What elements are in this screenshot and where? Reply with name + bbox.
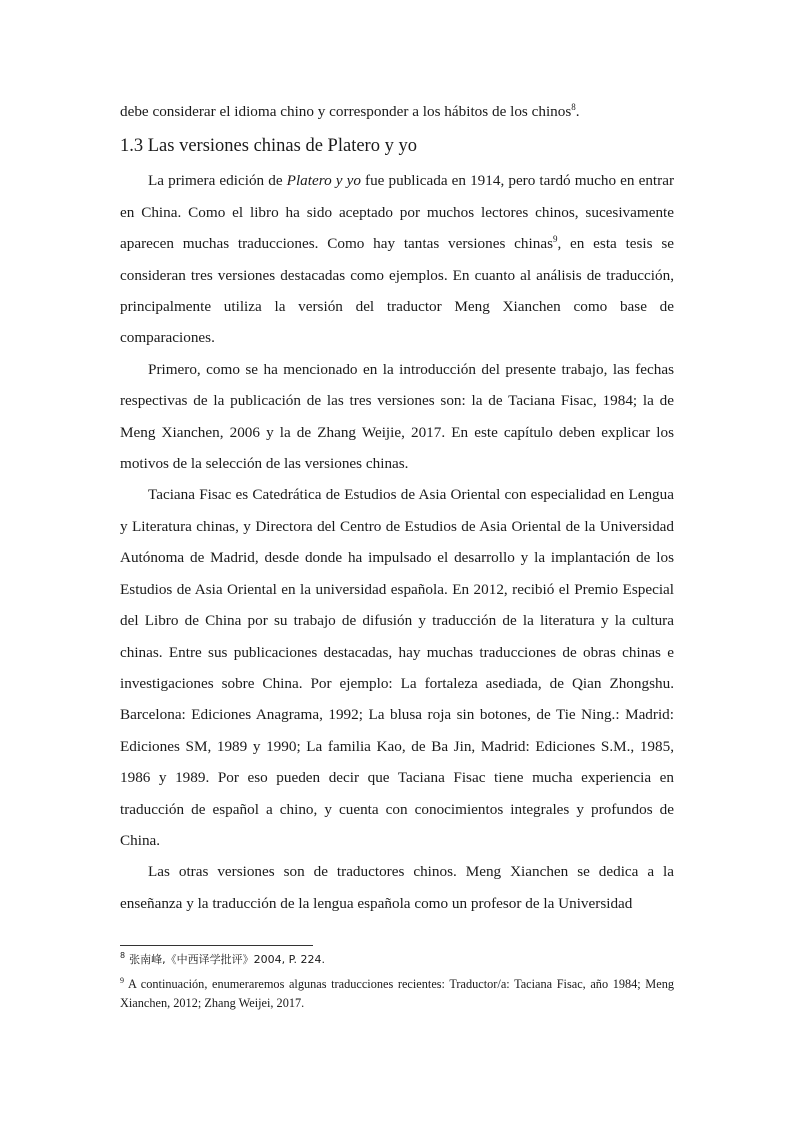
continuation-line	[120, 96, 674, 127]
paragraph-2: Primero, como se ha mencionado en la introducción del presente trabajo, las fechas respectivas de la publicación de las tres versiones son: la de Taciana Fisac, 1984; la de Meng Xianchen, 2006 y la de Zhang Weijie, 2017. En este capítulo deben explicar los motivos de la selección de las versiones chinas.	[120, 360, 674, 473]
footnote-ref-9[interactable]: 9	[552, 234, 558, 245]
section-heading: 1.3 Las versiones chinas de Platero y yo	[120, 136, 417, 157]
footnotes	[120, 950, 674, 1013]
continuation-text: debe considerar el idioma chino y corresponder a los hábitos de los chinos	[120, 103, 572, 120]
book-title: Platero y yo	[286, 172, 361, 190]
footnote-9	[120, 975, 674, 1013]
footnote-text: 张南峰,《中西译学批评》2004, P. 224.	[129, 953, 325, 966]
paragraph-3: Taciana Fisac es Catedrática de Estudios de Asia Oriental con especialidad en Lengua y Literatura chinas, y Directora del Centro de Estudios de Asia Oriental de la Universidad Autónoma de Madrid, desde donde ha impulsado el desarrollo y la implantación de los Estudios de Asia Oriental en la universidad española. En 2012, recibió el Premio Especial del Libro de China por su trabajo de difusión y traducción de la literatura y la cultura chinas. Entre sus publicaciones destacadas, hay muchas traducciones de obras chinas e investigaciones sobre China. Por ejemplo: La fortaleza asediada, de Qian Zhongshu. Barcelona: Ediciones Anagrama, 1992; La blusa roja sin botones, de Tie Ning.: Madrid: Ediciones SM, 1989 y 1990; La familia Kao, de Ba Jin, Madrid: Ediciones S.M., 1985, 1986 y 1989. Por eso pueden decir que Taciana Fisac tiene mucha experiencia en traducción de español a chino, y cuenta con conocimientos integrales y profundos de China.	[120, 486, 674, 849]
paragraph-4: Las otras versiones son de traductores chinos. Meng Xianchen se dedica a la enseñanza y la traducción de la lengua española como un profesor de la Universidad	[120, 863, 674, 912]
footnote-ref-8[interactable]: 8	[571, 101, 576, 112]
footnote-number: 8	[120, 951, 126, 961]
p1-part-b: fue publicada en 1914, pero tardó mucho en entrar en China. Como el libro ha sido aceptado por muchos lectores chinos, sucesivamente aparecen muchas traducciones. Como hay tantas versiones chinas	[120, 172, 674, 253]
footnote-number: 9	[120, 975, 124, 985]
footnote-text: A continuación, enumeraremos algunas traducciones recientes: Traductor/a: Taciana Fisac, año 1984; Meng Xianchen, 2012; Zhang Weijei, 2017.	[120, 977, 674, 1010]
page-body	[120, 96, 674, 919]
paragraph-1	[120, 165, 674, 353]
p1-part-c: , en esta tesis se consideran tres versiones destacadas como ejemplos. En cuanto al análisis de traducción, principalmente utiliza la versión del traductor Meng Xianchen como base de comparaciones.	[120, 235, 674, 347]
p1-part-a: La primera edición de	[148, 172, 287, 190]
continuation-tail: .	[575, 103, 580, 120]
footnote-8	[120, 950, 674, 969]
footnote-divider	[120, 945, 313, 946]
